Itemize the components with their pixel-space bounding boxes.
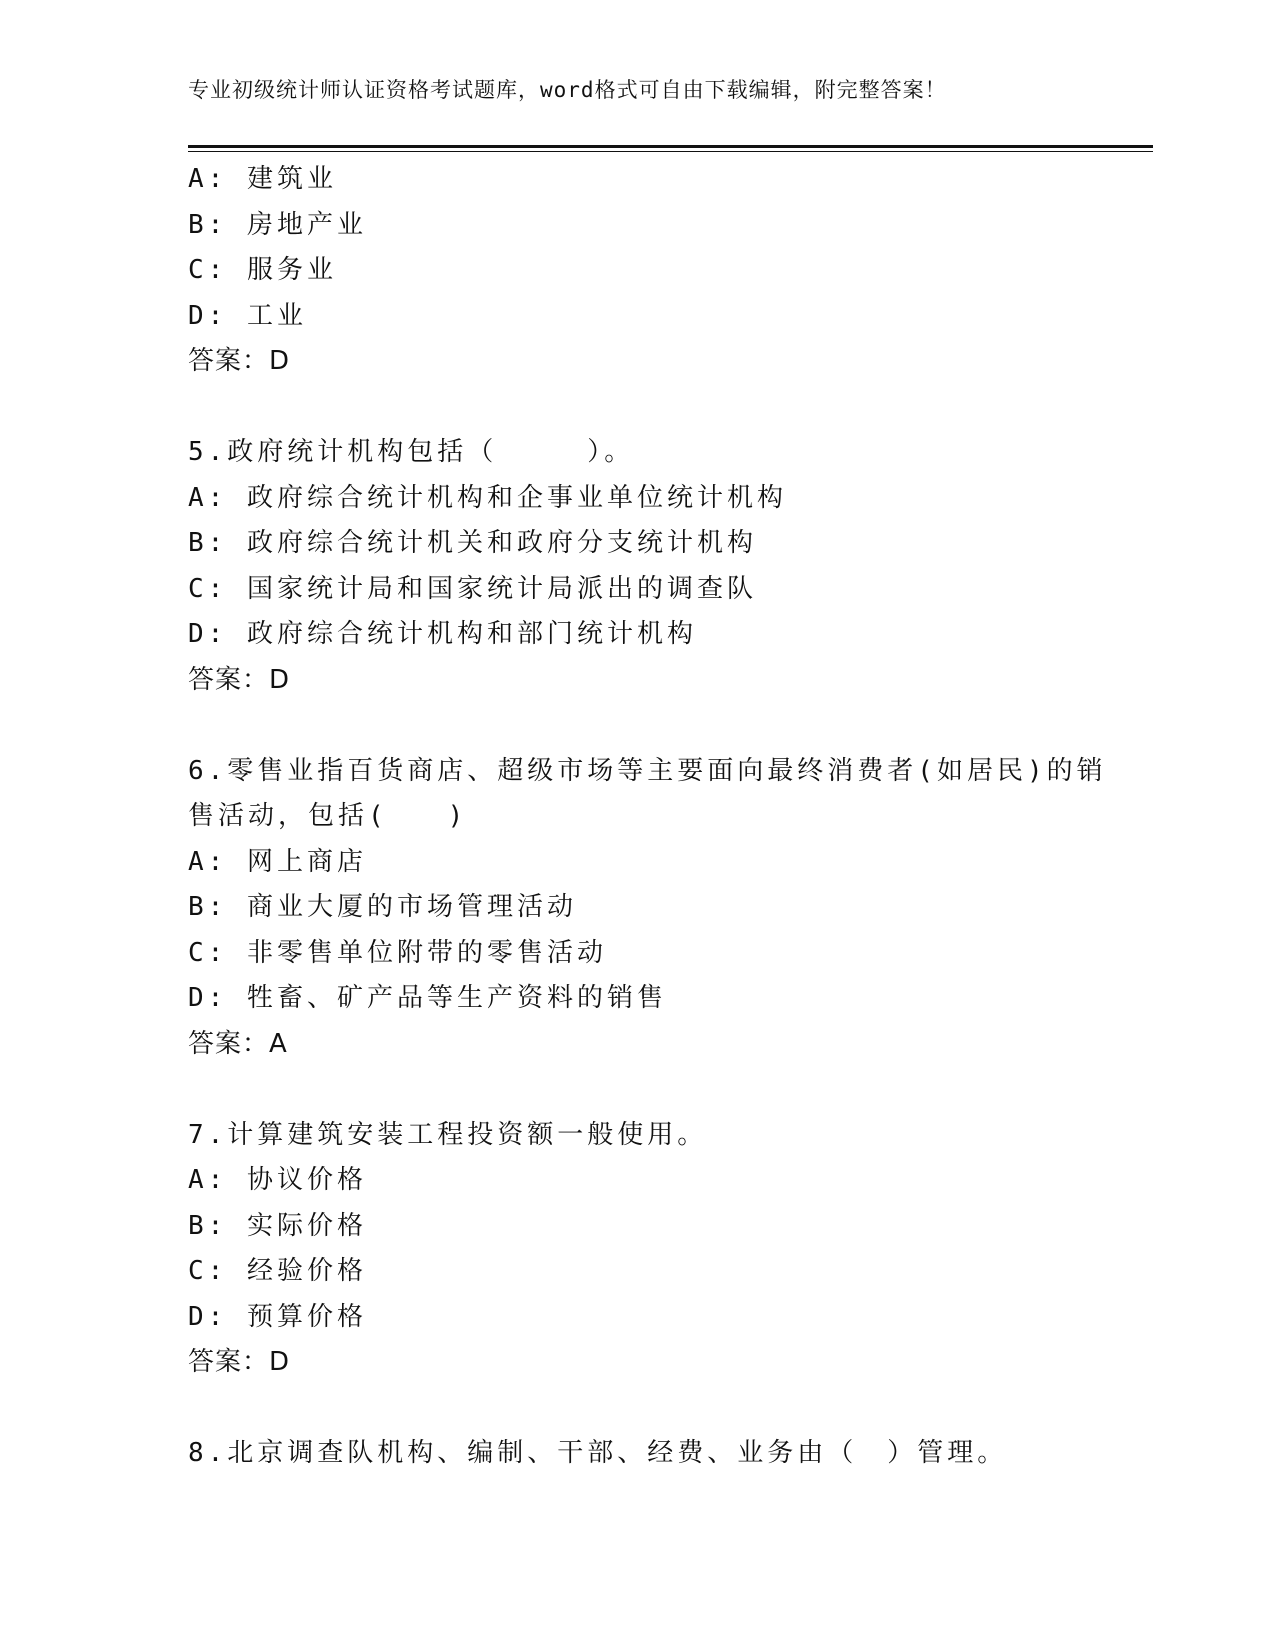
answer-line: 答案：A xyxy=(188,1028,288,1059)
question-block-4 xyxy=(188,157,1148,385)
question-text-line-2: 售活动，包括( ) xyxy=(188,801,468,831)
option-c: C: 服务业 xyxy=(188,255,337,285)
option-b: B: 商业大厦的市场管理活动 xyxy=(188,892,577,922)
option-b: B: 政府综合统计机关和政府分支统计机构 xyxy=(188,528,757,558)
question-text: 7.计算建筑安装工程投资额一般使用。 xyxy=(188,1119,708,1150)
option-a: A: 政府综合统计机构和企事业单位统计机构 xyxy=(188,482,787,513)
header-rule-thin xyxy=(188,151,1153,152)
option-c: C: 国家统计局和国家统计局派出的调查队 xyxy=(188,573,757,604)
option-c: C: 经验价格 xyxy=(188,1256,367,1286)
option-a: A: 网上商店 xyxy=(188,846,367,877)
question-block-8 xyxy=(188,1431,1148,1477)
header-rule-thick xyxy=(188,145,1153,148)
answer-line: 答案：D xyxy=(188,1347,291,1377)
option-a: A: 协议价格 xyxy=(188,1165,367,1195)
option-d: D: 政府综合统计机构和部门统计机构 xyxy=(188,619,697,649)
question-text-line-1: 6.零售业指百货商店、超级市场等主要面向最终消费者(如居民)的销 xyxy=(188,755,1107,786)
spacer xyxy=(188,1067,1148,1113)
answer-line: 答案：D xyxy=(188,664,291,695)
question-text: 8.北京调查队机构、编制、干部、经费、业务由（ ）管理。 xyxy=(188,1438,1008,1468)
question-block-6 xyxy=(188,749,1148,1068)
answer-line: 答案：D xyxy=(188,346,291,376)
option-b: B: 房地产业 xyxy=(188,209,367,240)
option-d: D: 工业 xyxy=(188,300,307,331)
question-list xyxy=(188,157,1148,1477)
spacer xyxy=(188,703,1148,749)
question-block-7 xyxy=(188,1113,1148,1386)
option-a: A: 建筑业 xyxy=(188,164,337,194)
option-d: D: 预算价格 xyxy=(188,1301,367,1332)
option-c: C: 非零售单位附带的零售活动 xyxy=(188,937,607,968)
question-block-5 xyxy=(188,430,1148,703)
spacer xyxy=(188,385,1148,431)
spacer xyxy=(188,1386,1148,1432)
page-header: 专业初级统计师认证资格考试题库，word格式可自由下载编辑，附完整答案！ xyxy=(188,78,947,102)
option-b: B: 实际价格 xyxy=(188,1210,367,1241)
option-d: D: 牲畜、矿产品等生产资料的销售 xyxy=(188,983,667,1013)
question-text: 5.政府统计机构包括（ ）。 xyxy=(188,437,635,467)
